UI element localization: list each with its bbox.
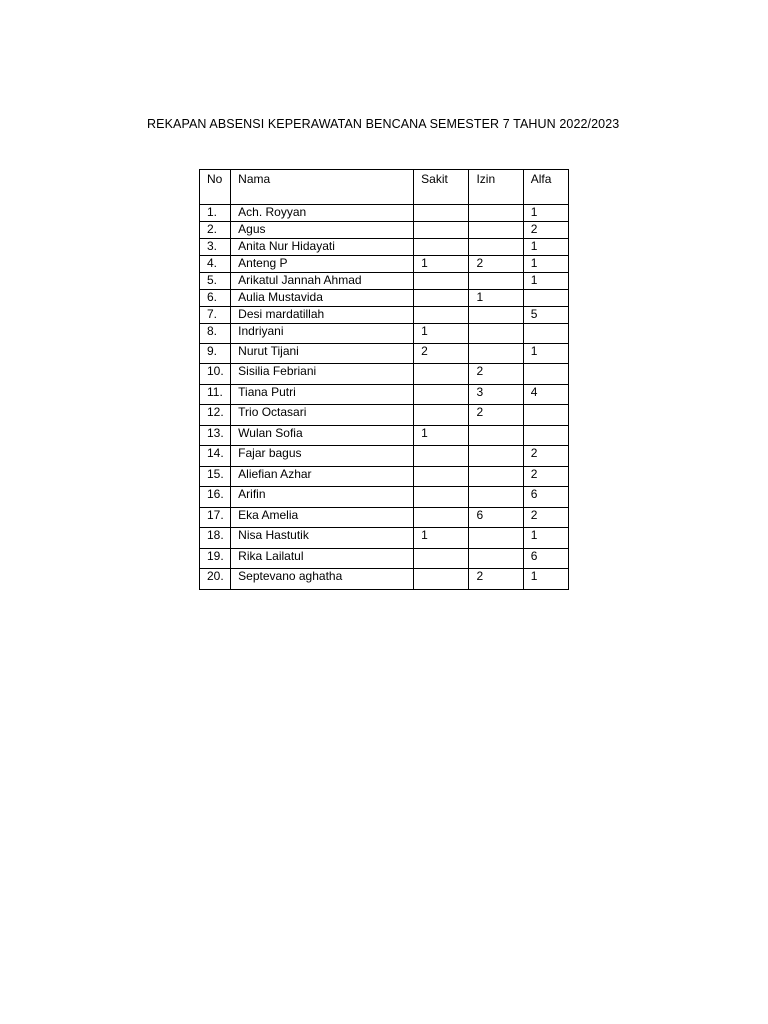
table-row	[200, 549, 569, 569]
cell-no: 1.	[200, 205, 231, 222]
cell-izin	[469, 467, 523, 487]
table-row	[200, 239, 569, 256]
cell-nama: Nurut Tijani	[231, 344, 414, 364]
cell-izin: 6	[469, 508, 523, 528]
header-izin: Izin	[469, 170, 523, 205]
table-row	[200, 508, 569, 528]
cell-nama: Ach. Royyan	[231, 205, 414, 222]
cell-alfa: 6	[523, 549, 568, 569]
cell-sakit	[414, 239, 469, 256]
cell-izin	[469, 487, 523, 508]
cell-alfa: 5	[523, 307, 568, 324]
cell-nama: Trio Octasari	[231, 405, 414, 426]
table-row	[200, 290, 569, 307]
cell-no: 8.	[200, 324, 231, 344]
cell-sakit	[414, 222, 469, 239]
cell-no: 11.	[200, 385, 231, 405]
cell-izin	[469, 307, 523, 324]
cell-nama: Eka Amelia	[231, 508, 414, 528]
cell-alfa	[523, 426, 568, 446]
cell-sakit	[414, 467, 469, 487]
cell-alfa: 6	[523, 487, 568, 508]
cell-sakit	[414, 205, 469, 222]
cell-alfa: 1	[523, 344, 568, 364]
table-row	[200, 324, 569, 344]
cell-izin: 2	[469, 256, 523, 273]
cell-no: 16.	[200, 487, 231, 508]
cell-no: 4.	[200, 256, 231, 273]
cell-no: 9.	[200, 344, 231, 364]
cell-alfa: 2	[523, 222, 568, 239]
cell-alfa	[523, 324, 568, 344]
cell-sakit: 1	[414, 256, 469, 273]
cell-nama: Agus	[231, 222, 414, 239]
cell-nama: Tiana Putri	[231, 385, 414, 405]
cell-no: 2.	[200, 222, 231, 239]
table-row	[200, 487, 569, 508]
table-row	[200, 273, 569, 290]
cell-nama: Wulan Sofia	[231, 426, 414, 446]
cell-alfa: 1	[523, 239, 568, 256]
cell-sakit: 1	[414, 528, 469, 549]
cell-izin: 3	[469, 385, 523, 405]
cell-sakit	[414, 290, 469, 307]
cell-alfa: 1	[523, 256, 568, 273]
cell-alfa: 2	[523, 446, 568, 467]
cell-nama: Nisa Hastutik	[231, 528, 414, 549]
table-row	[200, 426, 569, 446]
cell-izin	[469, 344, 523, 364]
cell-sakit	[414, 446, 469, 467]
cell-no: 3.	[200, 239, 231, 256]
cell-nama: Sisilia Febriani	[231, 364, 414, 385]
table-header-row	[200, 170, 569, 205]
cell-sakit	[414, 487, 469, 508]
cell-nama: Anteng P	[231, 256, 414, 273]
cell-no: 10.	[200, 364, 231, 385]
cell-nama: Arifin	[231, 487, 414, 508]
header-nama: Nama	[231, 170, 414, 205]
cell-izin	[469, 239, 523, 256]
cell-izin: 1	[469, 290, 523, 307]
cell-nama: Anita Nur Hidayati	[231, 239, 414, 256]
cell-sakit: 2	[414, 344, 469, 364]
cell-izin	[469, 549, 523, 569]
table-row	[200, 307, 569, 324]
cell-alfa: 1	[523, 569, 568, 590]
cell-alfa: 4	[523, 385, 568, 405]
table-row	[200, 467, 569, 487]
header-alfa: Alfa	[523, 170, 568, 205]
cell-sakit	[414, 307, 469, 324]
cell-nama: Fajar bagus	[231, 446, 414, 467]
cell-izin	[469, 205, 523, 222]
table-row	[200, 385, 569, 405]
attendance-table	[199, 169, 569, 590]
cell-no: 7.	[200, 307, 231, 324]
cell-izin	[469, 222, 523, 239]
table-row	[200, 446, 569, 467]
cell-alfa: 1	[523, 205, 568, 222]
cell-izin	[469, 446, 523, 467]
cell-nama: Rika Lailatul	[231, 549, 414, 569]
cell-izin	[469, 324, 523, 344]
cell-sakit	[414, 569, 469, 590]
cell-nama: Indriyani	[231, 324, 414, 344]
cell-alfa	[523, 405, 568, 426]
document-title: REKAPAN ABSENSI KEPERAWATAN BENCANA SEMESTER 7 TAHUN 2022/2023	[147, 117, 620, 131]
table-row	[200, 344, 569, 364]
cell-nama: Arikatul Jannah Ahmad	[231, 273, 414, 290]
cell-sakit	[414, 273, 469, 290]
cell-izin: 2	[469, 405, 523, 426]
cell-sakit	[414, 549, 469, 569]
cell-nama: Septevano aghatha	[231, 569, 414, 590]
table-row	[200, 405, 569, 426]
cell-no: 12.	[200, 405, 231, 426]
cell-no: 17.	[200, 508, 231, 528]
cell-alfa: 1	[523, 528, 568, 549]
cell-no: 13.	[200, 426, 231, 446]
cell-izin	[469, 426, 523, 446]
table-row	[200, 205, 569, 222]
table-row	[200, 222, 569, 239]
cell-sakit	[414, 364, 469, 385]
cell-alfa: 2	[523, 508, 568, 528]
cell-izin: 2	[469, 364, 523, 385]
cell-sakit: 1	[414, 324, 469, 344]
cell-alfa: 2	[523, 467, 568, 487]
cell-no: 20.	[200, 569, 231, 590]
header-sakit: Sakit	[414, 170, 469, 205]
cell-nama: Aliefian Azhar	[231, 467, 414, 487]
table-row	[200, 528, 569, 549]
table-row	[200, 256, 569, 273]
cell-izin: 2	[469, 569, 523, 590]
header-no: No	[200, 170, 231, 205]
cell-sakit	[414, 508, 469, 528]
cell-no: 15.	[200, 467, 231, 487]
cell-alfa	[523, 290, 568, 307]
cell-no: 19.	[200, 549, 231, 569]
cell-nama: Desi mardatillah	[231, 307, 414, 324]
cell-no: 14.	[200, 446, 231, 467]
cell-sakit	[414, 405, 469, 426]
cell-alfa	[523, 364, 568, 385]
cell-no: 5.	[200, 273, 231, 290]
table-row	[200, 569, 569, 590]
table-row	[200, 364, 569, 385]
cell-sakit: 1	[414, 426, 469, 446]
cell-izin	[469, 273, 523, 290]
cell-alfa: 1	[523, 273, 568, 290]
cell-no: 18.	[200, 528, 231, 549]
cell-izin	[469, 528, 523, 549]
cell-sakit	[414, 385, 469, 405]
cell-no: 6.	[200, 290, 231, 307]
cell-nama: Aulia Mustavida	[231, 290, 414, 307]
